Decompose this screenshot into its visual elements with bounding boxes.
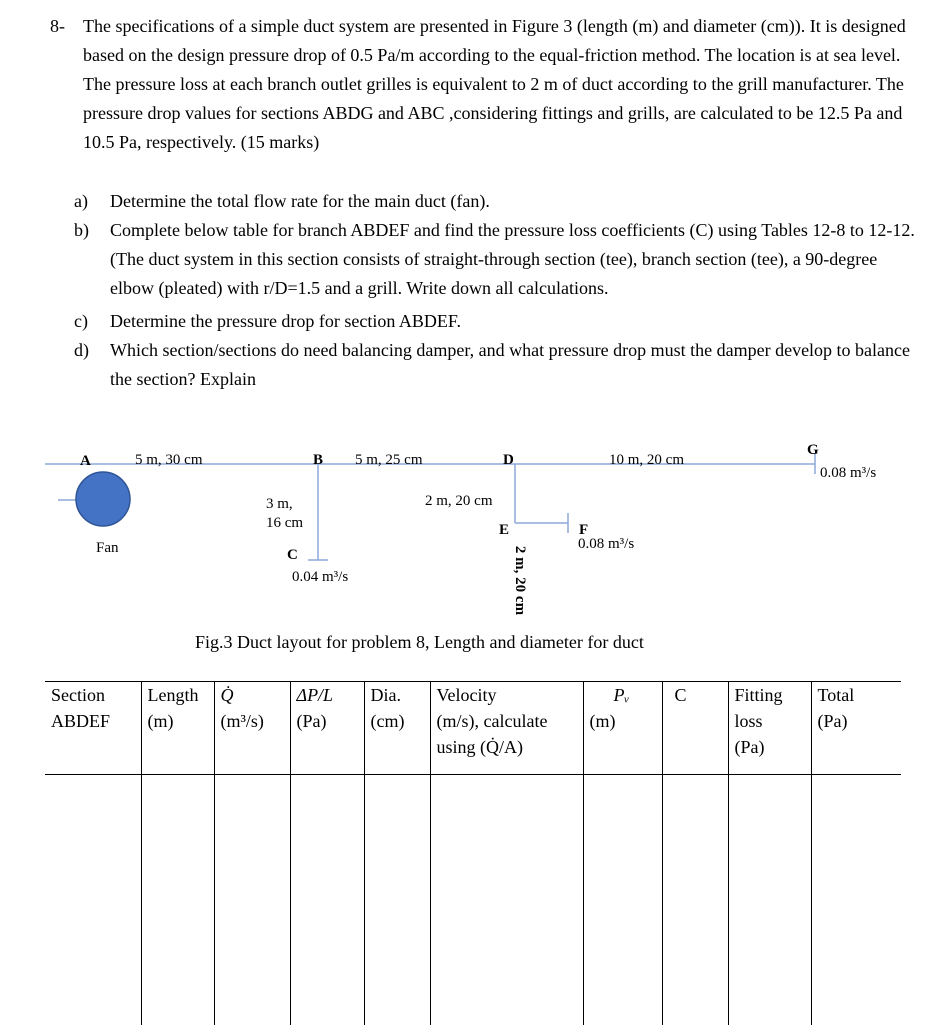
node-e-label: E [499,522,509,539]
table-cell[interactable] [430,775,583,1025]
segment-bd-label: 5 m, 25 cm [355,452,423,469]
header-velocity: Velocity (m/s), calculate using (Q̇/A) [430,682,583,775]
segment-bc-length: 3 m, [266,496,293,513]
header-diameter: Dia. (cm) [364,682,430,775]
table-cell[interactable] [290,775,364,1025]
header-fitting-loss: Fitting loss (Pa) [728,682,811,775]
flow-c-label: 0.04 m³/s [292,569,348,586]
part-b [74,216,924,303]
table-cell[interactable] [583,775,662,1025]
fan-label: Fan [96,540,119,557]
part-a-label: a) [74,187,88,216]
header-velocity-pressure: Pᵥ (m) [583,682,662,775]
header-length: Length (m) [141,682,214,775]
header-flow: Q̇ (m³/s) [214,682,290,775]
part-c [74,307,924,336]
header-section: Section ABDEF [45,682,141,775]
header-pressure-per-length: ΔP/L (Pa) [290,682,364,775]
segment-ef-label: 2 m, 20 cm [511,546,528,615]
part-b-label: b) [74,216,89,245]
part-a-text: Determine the total flow rate for the main duct (fan). [110,191,490,211]
part-d-label: d) [74,336,89,365]
calculation-table [45,681,901,1025]
table-row [45,775,901,1025]
part-d [74,336,924,394]
part-c-text: Determine the pressure drop for section ABDEF. [110,311,461,331]
table-cell[interactable] [662,775,728,1025]
segment-bc-diameter: 16 cm [266,515,303,532]
part-d-text: Which section/sections do need balancing damper, and what pressure drop must the damper develop to balance the section? Explain [110,340,910,389]
question-parts [74,187,924,394]
node-b-label: B [313,452,323,469]
node-g-label: G [807,442,819,459]
node-f-label: F [579,522,588,539]
node-d-label: D [503,452,514,469]
table-cell[interactable] [141,775,214,1025]
header-coefficient: C [662,682,728,775]
table-cell[interactable] [214,775,290,1025]
node-c-label: C [287,547,298,564]
table-cell[interactable] [811,775,901,1025]
segment-ab-label: 5 m, 30 cm [135,452,203,469]
table-cell[interactable] [728,775,811,1025]
segment-de-label: 2 m, 20 cm [425,493,493,510]
header-total: Total (Pa) [811,682,901,775]
node-a-label: A [80,453,91,470]
table-header-row [45,682,901,775]
flow-g-label: 0.08 m³/s [820,465,876,482]
segment-dg-label: 10 m, 20 cm [609,452,684,469]
fan-icon [76,472,130,526]
question-number: 8- [50,12,65,41]
problem-statement: The specifications of a simple duct system are presented in Figure 3 (length (m) and diameter (cm)). It is designed based on the design pressure drop of 0.5 Pa/m according to the equal-friction method. The location is at sea level. The pressure loss at each branch outlet grilles is equivalent to 2 m of duct according to the grill manufacturer. The pressure drop values for sections ABDG and ABC ,considering fittings and grills, are calculated to be 12.5 Pa and 10.5 Pa, respectively. (15 marks) [83,12,923,157]
table-cell[interactable] [45,775,141,1025]
flow-f-label: 0.08 m³/s [578,536,634,553]
duct-layout-figure [0,430,950,630]
part-c-label: c) [74,307,88,336]
table-cell[interactable] [364,775,430,1025]
figure-caption: Fig.3 Duct layout for problem 8, Length and diameter for duct [195,632,644,653]
part-a [74,187,924,216]
part-b-text: Complete below table for branch ABDEF and find the pressure loss coefficients (C) using Tables 12-8 to 12-12. (The duct system in this section consists of straight-through section (tee), branch section (tee), a 90-degree elbow (pleated) with r/D=1.5 and a grill. Write down all calculations. [110,220,915,298]
